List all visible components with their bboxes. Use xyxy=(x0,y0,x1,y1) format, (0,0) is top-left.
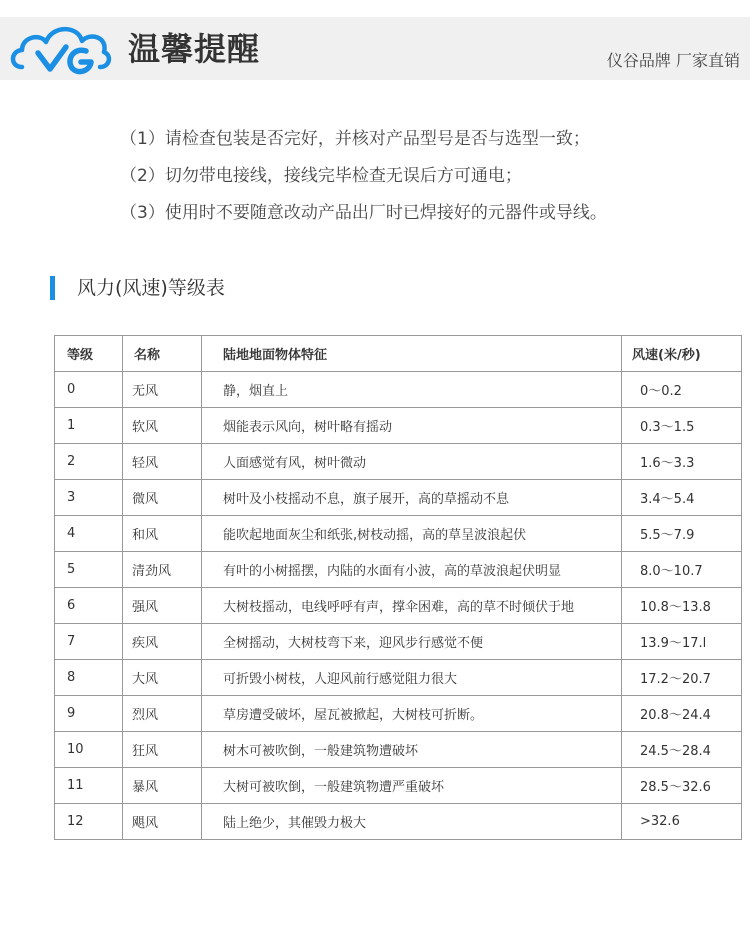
cell-name: 暴风 xyxy=(123,768,202,804)
brand-slogan: 仪谷品牌 厂家直销 xyxy=(606,51,740,70)
cell-level: 11 xyxy=(55,768,123,804)
cell-feature: 大树可被吹倒，一般建筑物遭严重破坏 xyxy=(202,768,622,804)
cell-name: 清劲风 xyxy=(123,552,202,588)
cell-level: 2 xyxy=(55,444,123,480)
notice-list xyxy=(120,128,607,239)
cell-feature: 能吹起地面灰尘和纸张,树枝动摇，高的草呈波浪起伏 xyxy=(202,516,622,552)
cell-level: 12 xyxy=(55,804,123,840)
cloud-logo-icon xyxy=(8,17,112,80)
cell-feature: 陆上绝少，其催毁力极大 xyxy=(202,804,622,840)
table-row xyxy=(55,552,742,588)
cell-name: 软风 xyxy=(123,408,202,444)
cell-speed: >32.6 xyxy=(622,804,742,840)
cell-feature: 可折毁小树枝，人迎风前行感觉阻力很大 xyxy=(202,660,622,696)
cell-feature: 树叶及小枝摇动不息，旗子展开，高的草摇动不息 xyxy=(202,480,622,516)
cell-feature: 人面感觉有风，树叶微动 xyxy=(202,444,622,480)
table-row xyxy=(55,444,742,480)
table-row xyxy=(55,480,742,516)
cell-speed: 0～0.2 xyxy=(622,372,742,408)
cell-level: 5 xyxy=(55,552,123,588)
cell-level: 0 xyxy=(55,372,123,408)
table-body xyxy=(55,372,742,840)
cell-feature: 草房遭受破坏，屋瓦被掀起，大树枝可折断。 xyxy=(202,696,622,732)
cell-level: 3 xyxy=(55,480,123,516)
section-accent-bar xyxy=(50,276,55,300)
cell-level: 10 xyxy=(55,732,123,768)
table-header-row xyxy=(55,336,742,372)
cell-name: 大风 xyxy=(123,660,202,696)
table-row xyxy=(55,768,742,804)
cell-level: 4 xyxy=(55,516,123,552)
col-header-level: 等级 xyxy=(55,336,123,372)
table-row xyxy=(55,516,742,552)
table-row xyxy=(55,660,742,696)
cell-speed: 1.6～3.3 xyxy=(622,444,742,480)
col-header-speed: 风速(米/秒) xyxy=(622,336,742,372)
cell-speed: 0.3～1.5 xyxy=(622,408,742,444)
cell-name: 疾风 xyxy=(123,624,202,660)
page-title: 温馨提醒 xyxy=(128,30,261,68)
cell-feature: 静，烟直上 xyxy=(202,372,622,408)
table-row xyxy=(55,372,742,408)
notice-item: （1）请检查包装是否完好，并核对产品型号是否与选型一致； xyxy=(120,129,590,149)
notice-item: （3）使用时不要随意改动产品出厂时已焊接好的元器件或导线。 xyxy=(120,203,607,223)
cell-name: 狂风 xyxy=(123,732,202,768)
wind-scale-table xyxy=(54,335,742,840)
cell-feature: 大树枝摇动，电线呼呼有声，撑伞困难，高的草不时倾伏于地 xyxy=(202,588,622,624)
cell-speed: 20.8～24.4 xyxy=(622,696,742,732)
table-row xyxy=(55,588,742,624)
cell-speed: 3.4～5.4 xyxy=(622,480,742,516)
cell-speed: 13.9～17.l xyxy=(622,624,742,660)
cell-feature: 烟能表示风向，树叶略有摇动 xyxy=(202,408,622,444)
cell-feature: 树木可被吹倒，一般建筑物遭破坏 xyxy=(202,732,622,768)
cell-speed: 24.5～28.4 xyxy=(622,732,742,768)
cell-name: 轻风 xyxy=(123,444,202,480)
cell-level: 8 xyxy=(55,660,123,696)
cell-name: 飓风 xyxy=(123,804,202,840)
notice-item: （2）切勿带电接线，接线完毕检查无误后方可通电； xyxy=(120,166,522,186)
cell-level: 6 xyxy=(55,588,123,624)
section-title: 风力(风速)等级表 xyxy=(77,277,225,299)
cell-feature: 全树摇动，大树枝弯下来，迎风步行感觉不便 xyxy=(202,624,622,660)
cell-speed: 28.5～32.6 xyxy=(622,768,742,804)
cell-speed: 8.0～10.7 xyxy=(622,552,742,588)
cell-speed: 17.2～20.7 xyxy=(622,660,742,696)
cell-name: 烈风 xyxy=(123,696,202,732)
table-row xyxy=(55,696,742,732)
cell-level: 9 xyxy=(55,696,123,732)
table-row xyxy=(55,408,742,444)
cell-speed: 5.5～7.9 xyxy=(622,516,742,552)
cell-name: 微风 xyxy=(123,480,202,516)
cell-level: 1 xyxy=(55,408,123,444)
cell-name: 强风 xyxy=(123,588,202,624)
col-header-feature: 陆地地面物体特征 xyxy=(202,336,622,372)
cell-feature: 有叶的小树摇摆，内陆的水面有小波，高的草波浪起伏明显 xyxy=(202,552,622,588)
table-row xyxy=(55,624,742,660)
table-row xyxy=(55,804,742,840)
col-header-name: 名称 xyxy=(123,336,202,372)
cell-level: 7 xyxy=(55,624,123,660)
table-row xyxy=(55,732,742,768)
header-banner xyxy=(0,17,750,80)
cell-name: 和风 xyxy=(123,516,202,552)
cell-name: 无风 xyxy=(123,372,202,408)
cell-speed: 10.8～13.8 xyxy=(622,588,742,624)
